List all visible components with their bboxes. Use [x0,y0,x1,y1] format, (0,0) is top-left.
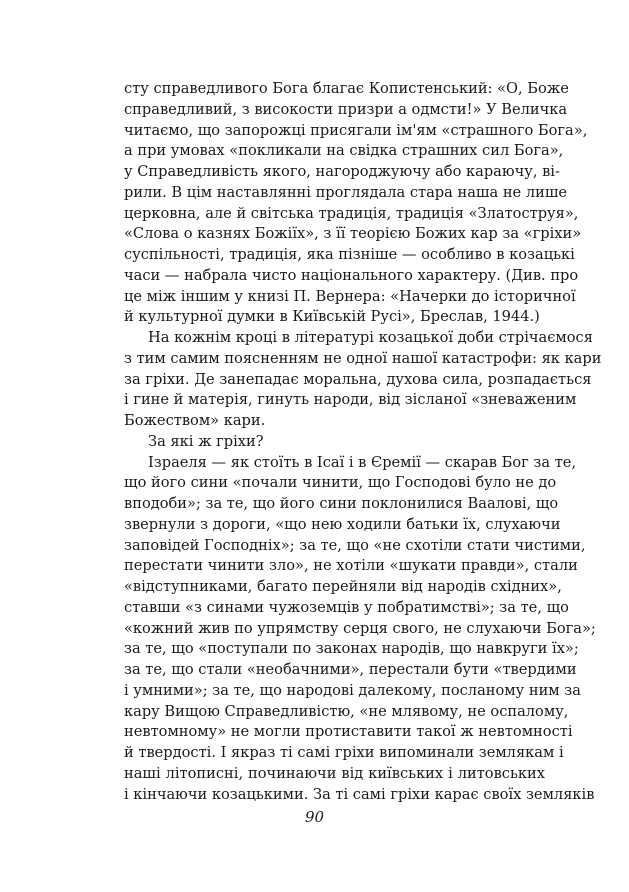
text-line: церковна, але й світська традиція, традиція «Златоструя», [124,204,579,222]
text-line: з тим самим поясненням не одної нашої катастрофи: як кари [124,349,602,367]
text-line: перестати чинити зло», не хотіли «шукати правди», стали [124,557,578,575]
text-line: і умними»; за те, що народові далекому, посланому ним за [124,681,581,699]
paragraph [124,328,602,432]
text-line: ставши «з синами чужоземців у побратимстві»; за те, що [124,598,569,616]
text-line: невтомному» не могли протиставити такої ж невтомності [124,723,573,741]
text-line: заповідей Господніх»; за те, що «не схотіли стати чистими, [124,536,586,554]
text-line: читаємо, що запорожці присягали ім'ям «страшного Бога», [124,121,588,139]
text-line: часи — набрала чисто національного характеру. (Див. про [124,266,579,284]
page-number: 90 [304,808,325,826]
text-line: рили. В цім наставлянні проглядала стара наша не лише [124,183,568,201]
text-line: і гине й матерія, гинуть народи, від зісланої «зневаженим [124,391,577,409]
text-line: Божеством» кари. [124,412,266,429]
text-line: суспільності, традиція, яка пізніше — особливо в козацькі [124,246,575,263]
text-line: й культурної думки в Київській Русі», Бреслав, 1944.) [124,308,540,326]
text-line: «Слова о казнях Божіїх», з її теорією Божих кар за «гріхи» [124,225,582,243]
text-line: й твердості. І якраз ті самі гріхи випоминали землякам і [124,744,564,761]
text-line: звернули з дороги, «що нею ходили батьки їх, слухаючи [124,515,561,533]
text-line: сту справедливого Бога благає Копистенський: «О, Боже [124,80,569,97]
body-text [124,79,602,805]
text-line: за те, що стали «необачними», перестали бути «твердими [124,661,577,678]
text-line: Ізраеля — як стоїть в Ісаї і в Єремії — скарав Бог за те, [148,453,577,471]
text-line: що його сини «почали чинити, що Господові було не до [124,474,557,492]
paragraph [124,453,596,806]
text-line: за гріхи. Де занепадає моральна, духова сила, розпадається [124,370,592,388]
text-line: вподоби»; за те, що його сини поклонилися Ваалові, що [124,495,559,512]
text-line: це між іншим у книзі П. Вернера: «Начерки до історичної [124,287,576,305]
text-line: і кінчаючи козацькими. За ті самі гріхи карає своїх земляків [124,785,595,803]
text-line: у Справедливість якого, нагороджуючу або караючу, ві- [124,163,560,180]
text-line: кару Вищою Справедливістю, «не млявому, не оспалому, [124,702,569,720]
paragraph [124,432,545,453]
text-line: На кожнім кроці в літературі козацької доби стрічаємося [148,329,593,346]
text-line: «відступниками, багато перейняли від народів східних», [124,578,562,595]
text-line: наші літописні, починаючи від київських і литовських [124,764,545,782]
text-line: а при умовах «покликали на свідка страшних сил Бога», [124,142,564,160]
text-line: «кожний жив по упрямству серця свого, не слухаючи Бога»; [124,619,596,637]
text-line: За які ж гріхи? [148,432,264,450]
text-line: справедливий, з високости призри а одмсти!» У Величка [124,100,568,118]
text-line: за те, що «поступали по законах народів, що навкруги їх»; [124,640,579,658]
paragraph [124,79,588,328]
